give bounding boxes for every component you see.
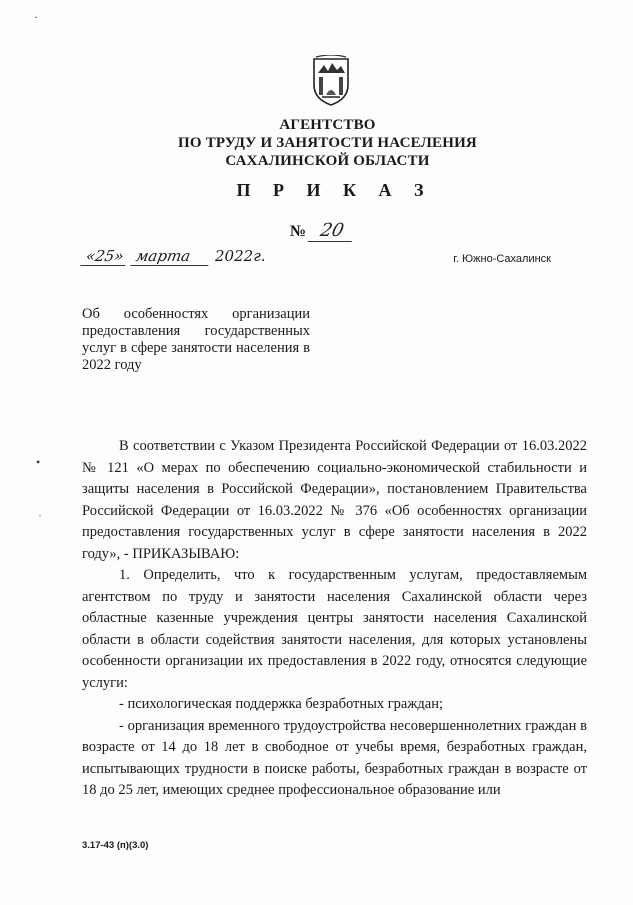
document-type-title: П Р И К А З <box>236 180 433 200</box>
scan-speck: · <box>34 10 38 24</box>
order-body <box>82 436 587 802</box>
agency-name <box>0 116 633 170</box>
body-list-item: - психологическая поддержка безработных граждан; <box>119 696 443 712</box>
scan-speck: ˈ <box>38 512 42 526</box>
date-year: 2022г. <box>215 247 266 265</box>
form-code: 3.17-43 (п)(3.0) <box>82 840 149 851</box>
agency-line: АГЕНТСТВО <box>279 117 376 133</box>
date-day: «25» <box>80 247 129 266</box>
city-label: г. Южно-Сахалинск <box>453 253 551 265</box>
scan-speck: • <box>36 455 41 469</box>
order-subject: Об особенностях организации предоставления государственных услуг в сфере занятости населения в 2022 году <box>82 306 310 373</box>
agency-line: ПО ТРУДУ И ЗАНЯТОСТИ НАСЕЛЕНИЯ <box>178 135 477 151</box>
agency-line: САХАЛИНСКОЙ ОБЛАСТИ <box>225 153 430 169</box>
date-month: марта <box>131 247 212 266</box>
coat-of-arms-emblem <box>310 55 352 107</box>
body-paragraph: 1. Определить, что к государственным услугам, предоставляемым агентством по труду и занятости населения Сахалинской области через областные казенные учреждения центры занятости населения Сахалинской области в области содействия занятости населения, для которых установлены особенности организации их предоставления в 2022 году, относятся следующие услуги: <box>82 567 587 691</box>
number-label: № <box>290 223 307 240</box>
body-list-item: - организация временного трудоустройства несовершеннолетних граждан в возрасте от 14 до 18 лет в свободное от учебы время, безработных граждан, испытывающих трудности в поиске работы, безработных граждан в возрасте от 18 до 25 лет, имеющих среднее профессиональное образование или <box>82 717 587 798</box>
number-value: 20 <box>308 220 357 242</box>
body-paragraph: В соответствии с Указом Президента Российской Федерации от 16.03.2022 № 121 «О мерах по обеспечению социально-экономической стабильности и защиты населения в Российской Федерации», постановлением Правительства Российской Федерации от 16.03.2022 № 376 «Об особенностях организации предоставления государственных услуг в сфере занятости населения в 2022 году», - ПРИКАЗЫВАЮ: <box>82 438 587 562</box>
order-number <box>290 220 354 242</box>
order-date <box>82 247 266 266</box>
